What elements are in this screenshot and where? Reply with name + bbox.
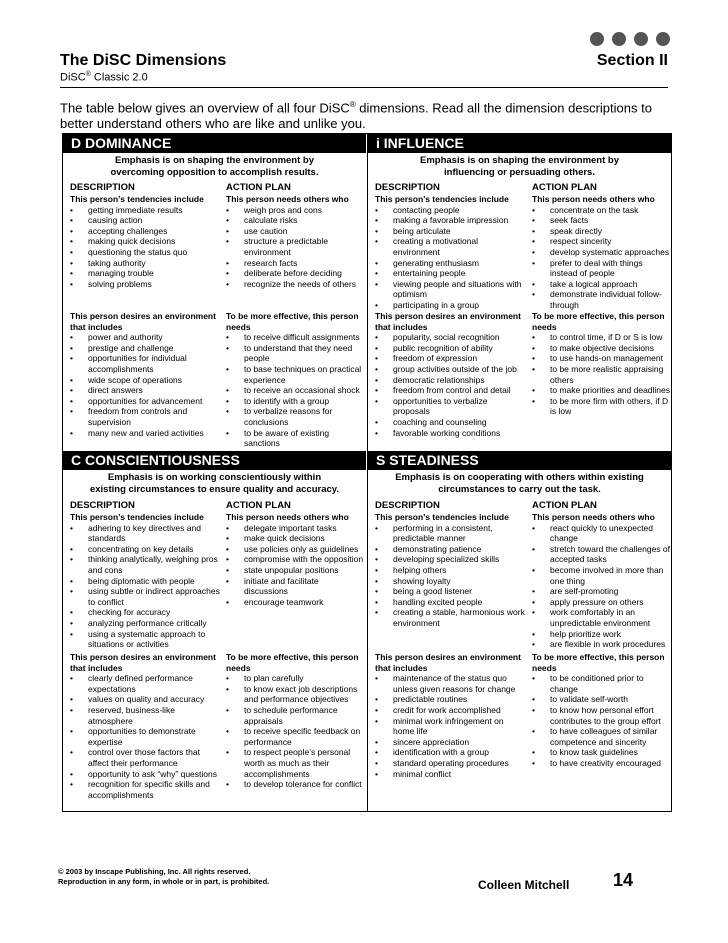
disc-table — [62, 133, 672, 812]
list-item: • getting immediate results — [70, 205, 220, 216]
list-item: • opportunities to verbalize proposals — [375, 396, 525, 417]
steadiness-action-plan: ACTION PLAN This person needs others who • react quickly to unexpected change • stretch toward the challenges of accepted tasks • become involved in more than one thing • are self-promoting • apply pressure on others • work comfortably in an unpredictable environment • help prioritize work • are flexible in work procedures — [532, 500, 670, 650]
list-item: • viewing people and situations with optimism — [375, 279, 525, 300]
list-item: • concentrating on key details — [70, 544, 220, 555]
list-item: • thinking analytically, weighing pros and cons — [70, 554, 220, 575]
list-item: • to validate self-worth — [532, 694, 670, 705]
influence-action-plan: ACTION PLAN This person needs others who • concentrate on the task • seek facts • speak directly • respect sincerity • develop systematic approaches • prefer to deal with things instead of people • take a logical approach • demonstrate individual follow-through — [532, 182, 670, 311]
steadiness-emphasis: Emphasis is on cooperating with others within existing circumstances to carry out the task. — [395, 472, 644, 495]
list-item: • checking for accuracy — [70, 607, 220, 618]
list-item: • to be more realistic appraising others — [532, 364, 670, 385]
list-item: • to have creativity encouraged — [532, 758, 670, 769]
list-item: • to make priorities and deadlines — [532, 385, 670, 396]
list-item: • being diplomatic with people — [70, 576, 220, 587]
header-divider — [60, 87, 668, 88]
list-item: • to be conditioned prior to change — [532, 673, 670, 694]
list-item: • freedom from control and detail — [375, 385, 525, 396]
list-item: • opportunities to demonstrate expertise — [70, 726, 220, 747]
list-item: • opportunities for advancement — [70, 396, 220, 407]
list-item: • direct answers — [70, 385, 220, 396]
influence-emphasis: Emphasis is on shaping the environment by influencing or persuading others. — [419, 155, 619, 178]
list-item: • delegate important tasks — [226, 523, 364, 534]
list-item: • to control time, if D or S is low — [532, 332, 670, 343]
list-item: • maintenance of the status quo unless given reasons for change — [375, 673, 525, 694]
list-item: • questioning the status quo — [70, 247, 220, 258]
page-title: The DiSC Dimensions — [60, 52, 227, 69]
dominance-emphasis: Emphasis is on shaping the environment by overcoming opposition to accomplish results. — [110, 155, 319, 178]
list-item: • opportunity to ask “why” questions — [70, 769, 220, 780]
list-item: • solving problems — [70, 279, 220, 290]
list-item: • become involved in more than one thing — [532, 565, 670, 586]
list-item: • group activities outside of the job — [375, 364, 525, 375]
list-item: • being a good listener — [375, 586, 525, 597]
list-item: • demonstrate individual follow-through — [532, 289, 670, 310]
list-item: • contacting people — [375, 205, 525, 216]
list-item: • calculate risks — [226, 215, 364, 226]
list-item: • popularity, social recognition — [375, 332, 525, 343]
list-item: • clearly defined performance expectations — [70, 673, 220, 694]
list-item: • helping others — [375, 565, 525, 576]
list-item: • concentrate on the task — [532, 205, 670, 216]
list-item: • using a systematic approach to situations or activities — [70, 629, 220, 650]
list-item: • use caution — [226, 226, 364, 237]
list-item: • to know how personal effort contributes to the group effort — [532, 705, 670, 726]
list-item: • democratic relationships — [375, 375, 525, 386]
list-item: • encourage teamwork — [226, 597, 364, 608]
steadiness-description: DESCRIPTION This person’s tendencies include • performing in a consistent, predictable manner • demonstrating patience • developing specialized skills • helping others • showing loyalty • being a good listener • handling excited people • creating a stable, harmonious work environment — [375, 500, 525, 629]
dot-icon — [590, 32, 604, 46]
steadiness-desires: This person desires an environment that includes • maintenance of the status quo unless given reasons for change • predictable routines • credit for work accomplished • minimal work infringement on home life • sincere appreciation • identification with a group • standard operating procedures • minimal conflict — [375, 652, 525, 779]
list-item: • creating a motivational environment — [375, 236, 525, 257]
list-item: • minimal conflict — [375, 769, 525, 780]
list-item: • to base techniques on practical experience — [226, 364, 364, 385]
dominance-desires: This person desires an environment that includes • power and authority • prestige and challenge • opportunities for individual accomplishments • wide scope of operations • direct answers • opportunities for advancement • freedom from controls and supervision • many new and varied activities — [70, 311, 220, 438]
list-item: • work comfortably in an unpredictable environment — [532, 607, 670, 628]
list-item: • weigh pros and cons — [226, 205, 364, 216]
dominance-description: DESCRIPTION This person’s tendencies include • getting immediate results • causing action • accepting challenges • making quick decisions • questioning the status quo • taking authority • managing trouble • solving problems — [70, 182, 220, 289]
list-item: • favorable working conditions — [375, 428, 525, 439]
copyright-notice: © 2003 by Inscape Publishing, Inc. All rights reserved. Reproduction in any form, in whole or in part, is prohibited. — [58, 867, 270, 886]
dominance-header: D DOMINANCE — [63, 134, 366, 153]
list-item: • to know exact job descriptions and performance objectives — [226, 684, 364, 705]
list-item: • making a favorable impression — [375, 215, 525, 226]
decorative-dots — [590, 32, 670, 46]
section-label: Section II — [596, 52, 668, 69]
list-item: • to identify with a group — [226, 396, 364, 407]
conscientiousness-description: DESCRIPTION This person’s tendencies include • adhering to key directives and standards • concentrating on key details • thinking analytically, weighing pros and cons • being diplomatic with people • using subtle or indirect approaches to conflict • checking for accuracy • analyzing performance critically • using a systematic approach to situations or activities — [70, 500, 220, 650]
list-item: • are flexible in work procedures — [532, 639, 670, 650]
subtitle: DiSC® Classic 2.0 — [60, 71, 148, 84]
list-item: • to receive an occasional shock — [226, 385, 364, 396]
dot-icon — [612, 32, 626, 46]
list-item: • make quick decisions — [226, 533, 364, 544]
list-item: • causing action — [70, 215, 220, 226]
list-item: • showing loyalty — [375, 576, 525, 587]
list-item: • to use hands-on management — [532, 353, 670, 364]
list-item: • to have colleagues of similar competence and sincerity — [532, 726, 670, 747]
list-item: • power and authority — [70, 332, 220, 343]
steadiness-header: S STEADINESS — [368, 451, 671, 470]
list-item: • participating in a group — [375, 300, 525, 311]
list-item: • adhering to key directives and standards — [70, 523, 220, 544]
list-item: • to pace self and to relax more — [226, 449, 364, 460]
influence-effectiveness: To be more effective, this person needs • to control time, if D or S is low • to make objective decisions • to use hands-on management • to be more realistic appraising others • to make priorities and deadlines • to be more firm with others, if D is low — [532, 311, 670, 417]
conscientiousness-header: C CONSCIENTIOUSNESS — [63, 451, 366, 470]
influence-desires: This person desires an environment that includes • popularity, social recognition • public recognition of ability • freedom of expression • group activities outside of the job • democratic relationships • freedom from control and detail • opportunities to verbalize proposals • coaching and counseling • favorable working conditions — [375, 311, 525, 438]
list-item: • compromise with the opposition — [226, 554, 364, 565]
list-item: • react quickly to unexpected change — [532, 523, 670, 544]
list-item: • initiate and facilitate discussions — [226, 576, 364, 597]
list-item: • taking authority — [70, 258, 220, 269]
dot-icon — [634, 32, 648, 46]
list-item: • sincere appreciation — [375, 737, 525, 748]
influence-header: i INFLUENCE — [368, 134, 671, 153]
list-item: • structure a predictable environment — [226, 236, 364, 257]
list-item: • using subtle or indirect approaches to conflict — [70, 586, 220, 607]
list-item: • standard operating procedures — [375, 758, 525, 769]
list-item: • help prioritize work — [532, 629, 670, 640]
list-item: • values on quality and accuracy — [70, 694, 220, 705]
list-item: • recognize the needs of others — [226, 279, 364, 290]
conscientiousness-action-plan: ACTION PLAN This person needs others who • delegate important tasks • make quick decisions • use policies only as guidelines • compromise with the opposition • state unpopular positions • initiate and facilitate discussions • encourage teamwork — [226, 500, 364, 607]
list-item: • generating enthusiasm — [375, 258, 525, 269]
conscientiousness-emphasis: Emphasis is on working conscientiously within existing circumstances to ensure quality and accuracy. — [89, 472, 340, 495]
list-item: • entertaining people — [375, 268, 525, 279]
dot-icon — [656, 32, 670, 46]
page-number: 14 — [613, 870, 634, 890]
list-item: • to be aware of existing sanctions — [226, 428, 364, 449]
list-item: • to be more firm with others, if D is low — [532, 396, 670, 417]
list-item: • research facts — [226, 258, 364, 269]
conscientiousness-effectiveness: To be more effective, this person needs • to plan carefully • to know exact job descriptions and performance objectives • to schedule performance appraisals • to receive specific feedback on performance • to respect people’s personal worth as much as their accomplishments • to develop tolerance for conflict — [226, 652, 364, 790]
list-item: • minimal work infringement on home life — [375, 716, 525, 737]
list-item: • to understand that they need people — [226, 343, 364, 364]
list-item: • many new and varied activities — [70, 428, 220, 439]
influence-description: DESCRIPTION This person’s tendencies include • contacting people • making a favorable impression • being articulate • creating a motivational environment • generating enthusiasm • entertaining people • viewing people and situations with optimism • participating in a group — [375, 182, 525, 311]
list-item: • use policies only as guidelines — [226, 544, 364, 555]
list-item: • public recognition of ability — [375, 343, 525, 354]
list-item: • to develop tolerance for conflict — [226, 779, 364, 790]
list-item: • recognition for specific skills and accomplishments — [70, 779, 220, 800]
list-item: • freedom of expression — [375, 353, 525, 364]
list-item: • making quick decisions — [70, 236, 220, 247]
list-item: • to respect people’s personal worth as much as their accomplishments — [226, 747, 364, 779]
steadiness-effectiveness: To be more effective, this person needs • to be conditioned prior to change • to validate self-worth • to know how personal effort contributes to the group effort • to have colleagues of similar competence and sincerity • to know task guidelines • to have creativity encouraged — [532, 652, 670, 769]
list-item: • take a logical approach — [532, 279, 670, 290]
list-item: • prestige and challenge — [70, 343, 220, 354]
list-item: • to receive difficult assignments — [226, 332, 364, 343]
list-item: • seek facts — [532, 215, 670, 226]
list-item: • to schedule performance appraisals — [226, 705, 364, 726]
list-item: • prefer to deal with things instead of people — [532, 258, 670, 279]
list-item: • opportunities for individual accomplishments — [70, 353, 220, 374]
list-item: • develop systematic approaches — [532, 247, 670, 258]
list-item: • to verbalize reasons for conclusions — [226, 406, 364, 427]
list-item: • respect sincerity — [532, 236, 670, 247]
list-item: • being articulate — [375, 226, 525, 237]
intro-paragraph: The table below gives an overview of all four DiSC® dimensions. Read all the dimension descriptions to better understand others who are like and unlike you. — [60, 100, 652, 132]
dominance-effectiveness: To be more effective, this person needs • to receive difficult assignments • to understand that they need people • to base techniques on practical experience • to receive an occasional shock • to identify with a group • to verbalize reasons for conclusions • to be aware of existing sanctions • to pace self and to relax more — [226, 311, 364, 459]
list-item: • credit for work accomplished — [375, 705, 525, 716]
list-item: • to know task guidelines — [532, 747, 670, 758]
list-item: • to plan carefully — [226, 673, 364, 684]
list-item: • performing in a consistent, predictable manner — [375, 523, 525, 544]
list-item: • creating a stable, harmonious work environment — [375, 607, 525, 628]
list-item: • accepting challenges — [70, 226, 220, 237]
list-item: • reserved, business-like atmosphere — [70, 705, 220, 726]
list-item: • wide scope of operations — [70, 375, 220, 386]
list-item: • to receive specific feedback on performance — [226, 726, 364, 747]
list-item: • state unpopular positions — [226, 565, 364, 576]
author-name: Colleen Mitchell — [478, 878, 570, 892]
list-item: • to make objective decisions — [532, 343, 670, 354]
list-item: • predictable routines — [375, 694, 525, 705]
conscientiousness-desires: This person desires an environment that includes • clearly defined performance expectations • values on quality and accuracy • reserved, business-like atmosphere • opportunities to demonstrate expertise • control over those factors that affect their performance • opportunity to ask “why” questions • recognition for specific skills and accomplishments — [70, 652, 220, 800]
dominance-action-plan: ACTION PLAN This person needs others who • weigh pros and cons • calculate risks • use caution • structure a predictable environment • research facts • deliberate before deciding • recognize the needs of others — [226, 182, 364, 289]
list-item: • coaching and counseling — [375, 417, 525, 428]
list-item: • are self-promoting — [532, 586, 670, 597]
list-item: • freedom from controls and supervision — [70, 406, 220, 427]
list-item: • stretch toward the challenges of accepted tasks — [532, 544, 670, 565]
list-item: • speak directly — [532, 226, 670, 237]
list-item: • managing trouble — [70, 268, 220, 279]
list-item: • identification with a group — [375, 747, 525, 758]
list-item: • control over those factors that affect their performance — [70, 747, 220, 768]
list-item: • developing specialized skills — [375, 554, 525, 565]
list-item: • handling excited people — [375, 597, 525, 608]
list-item: • demonstrating patience — [375, 544, 525, 555]
list-item: • deliberate before deciding — [226, 268, 364, 279]
list-item: • apply pressure on others — [532, 597, 670, 608]
list-item: • analyzing performance critically — [70, 618, 220, 629]
